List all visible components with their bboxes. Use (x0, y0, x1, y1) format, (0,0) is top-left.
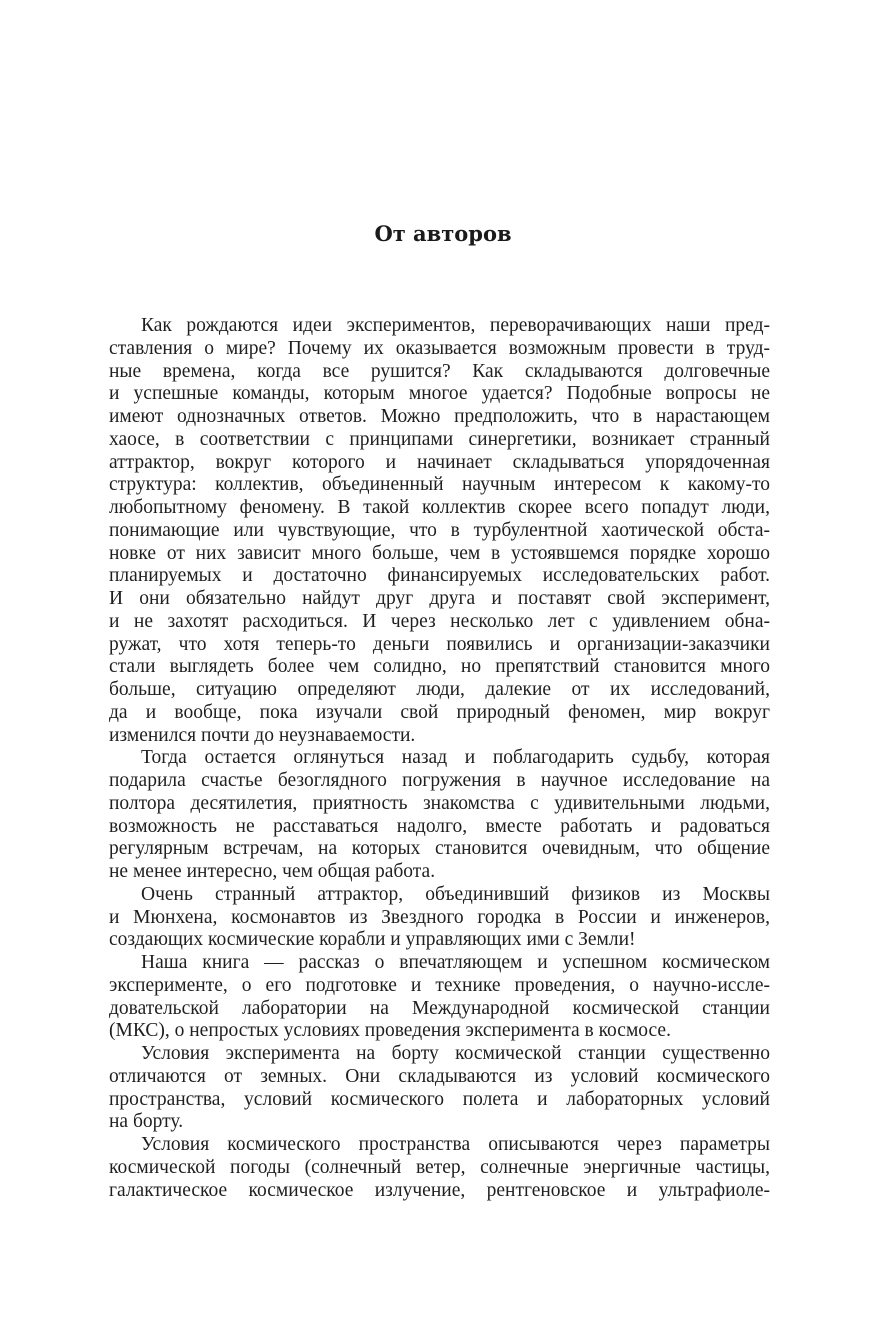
text-line: ные времена, когда все рушится? Как складываются долговечные (109, 360, 770, 382)
paragraph-3 (109, 884, 770, 952)
text-line: Тогда остается оглянуться назад и поблагодарить судьбу, которая (141, 747, 770, 769)
text-line: не менее интересно, чем общая работа. (109, 861, 436, 882)
text-line: Условия космического пространства описываются через параметры (141, 1134, 770, 1155)
text-line: имеют однозначных ответов. Можно предположить, что в нарастающем (109, 406, 770, 427)
body-text (109, 315, 770, 1202)
text-line: галактическое космическое излучение, рентгеновское и ультрафиоле- (109, 1179, 770, 1201)
text-line: Наша книга — рассказ о впечатляющем и успешном космическом (141, 952, 770, 973)
paragraph-6 (109, 1134, 770, 1202)
text-line: возможность не расставаться надолго, вместе работать и радоваться (109, 815, 770, 837)
text-line: и Мюнхена, космонавтов из Звездного городка в России и инженеров, (109, 906, 770, 928)
text-line: эксперименте, о его подготовке и технике проведения, о научно-иссле- (109, 974, 770, 996)
text-line: отличаются от земных. Они складываются из условий космического (109, 1065, 770, 1087)
text-line: полтора десятилетия, приятность знакомства с удивительными людьми, (109, 792, 770, 814)
paragraph-4 (109, 952, 770, 1043)
text-line: создающих космические корабли и управляющих ими с Земли! (109, 929, 636, 951)
text-line: новке от них зависит много больше, чем в устоявшемся порядке хорошо (109, 542, 770, 564)
paragraph-2 (109, 747, 770, 884)
text-line: Условия эксперимента на борту космической станции существенно (141, 1043, 770, 1064)
text-line: ружат, что хотя теперь-то деньги появились и организации-заказчики (109, 633, 770, 655)
text-line: (МКС), о непростых условиях проведения эксперимента в космосе. (109, 1020, 671, 1042)
text-line: ставления о мире? Почему их оказывается возможным провести в труд- (109, 337, 770, 359)
text-line: больше, ситуацию определяют люди, далекие от их исследований, (109, 679, 770, 700)
text-line: космической погоды (солнечный ветер, солнечные энергичные частицы, (109, 1156, 770, 1178)
text-line: понимающие или чувствующие, что в турбулентной хаотической обста- (109, 519, 770, 541)
text-line: и не захотят расходиться. И через несколько лет с удивлением обна- (109, 610, 770, 632)
paragraph-5 (109, 1043, 770, 1134)
text-line: аттрактор, вокруг которого и начинает складываться упорядоченная (109, 451, 770, 473)
text-line: хаосе, в соответствии с принципами синергетики, возникает странный (109, 428, 770, 450)
text-line: изменился почти до неузнаваемости. (109, 724, 416, 746)
text-line: подарила счастье безоглядного погружения в научное исследование на (109, 770, 770, 791)
text-line: пространства, условий космического полета и лабораторных условий (109, 1088, 770, 1110)
text-line: планируемых и достаточно финансируемых исследовательских работ. (109, 565, 770, 587)
paragraph-1 (109, 315, 770, 747)
text-line: да и вообще, пока изучали свой природный феномен, мир вокруг (109, 701, 770, 723)
text-line: любопытному феномену. В такой коллектив скорее всего попадут люди, (109, 497, 770, 518)
text-line: Очень странный аттрактор, объединивший физиков из Москвы (141, 883, 770, 905)
text-line: И они обязательно найдут друг друга и поставят свой эксперимент, (109, 588, 770, 609)
text-line: стали выглядеть более чем солидно, но препятствий становится много (109, 656, 770, 678)
page-title: От авторов (374, 221, 512, 246)
text-line: структура: коллектив, объединенный научным интересом к какому-то (109, 474, 770, 496)
text-line: Как рождаются идеи экспериментов, переворачивающих наши пред- (141, 315, 770, 336)
text-line: на борту. (109, 1111, 184, 1133)
text-line: и успешные команды, которым многое удается? Подобные вопросы не (109, 383, 770, 405)
text-line: регулярным встречам, на которых становится очевидным, что общение (109, 838, 770, 860)
text-line: довательской лаборатории на Международной космической станции (109, 997, 770, 1019)
